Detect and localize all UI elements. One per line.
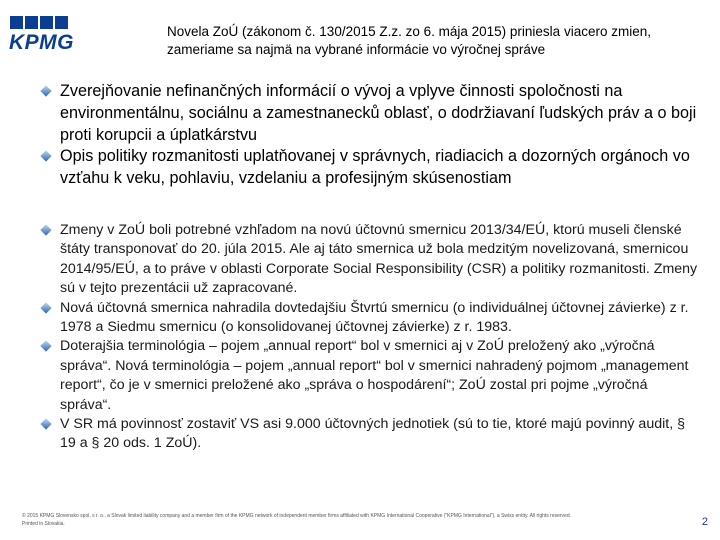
bullet-text: Doterajšia terminológia – pojem „annual report“ bol v smernici aj v ZoÚ preložený ako „výročná správa“. Nová terminológia – pojem „annual report“ bol v smernici nahradený pojmom „management report“, čo je v smernici preložené ako „správa o hospodárení“; ZoÚ zostal pri pojme „výročná správa“. bbox=[60, 338, 689, 413]
logo-box bbox=[25, 16, 38, 29]
kpmg-logo-boxes bbox=[10, 16, 68, 29]
kpmg-logo-text: KPMG bbox=[9, 31, 74, 54]
diamond-bullet-icon bbox=[40, 418, 51, 429]
primary-bullet-list bbox=[40, 81, 700, 190]
secondary-bullet-list bbox=[40, 221, 700, 454]
secondary-bullet-item bbox=[40, 221, 700, 299]
kpmg-logo bbox=[0, 0, 162, 68]
logo-box bbox=[10, 16, 23, 29]
secondary-bullet-item bbox=[40, 337, 700, 415]
diamond-bullet-icon bbox=[40, 302, 51, 313]
bullet-text: Opis politiky rozmanitosti uplatňovanej v správnych, riadiacich a dozorných orgánoch vo vzťahu k veku, pohlaviu, vzdelaniu a profesijným skúsenostiam bbox=[60, 147, 690, 188]
secondary-bullet-item bbox=[40, 415, 700, 454]
page-number: 2 bbox=[701, 516, 708, 528]
diamond-bullet-icon bbox=[40, 151, 51, 162]
page-title: Novela ZoÚ (zákonom č. 130/2015 Z.z. zo 6. mája 2015) priniesla viacero zmien, zameriame sa najmä na vybrané informácie vo výročnej správe bbox=[167, 24, 651, 57]
bullet-text: Zmeny v ZoÚ boli potrebné vzhľadom na novú účtovnú smernicu 2013/34/EÚ, ktorú museli členské štáty transponovať do 20. júla 2015. Ale aj táto smernica už bola medzitým novelizovaná, smernicou 2014/95/EÚ, a to práve v oblasti Corporate Social Responsibility (CSR) a politiky rozmanitosti. Zmeny sú v tejto prezentácii už zapracované. bbox=[60, 222, 698, 297]
bullet-text: Nová účtovná smernica nahradila dovtedajšiu Štvrtú smernicu (o individuálnej účtovnej závierke) z r. 1978 a Siedmu smernicu (o konsolidovanej účtovnej závierke) z r. 1983. bbox=[60, 299, 689, 336]
primary-bullet-item bbox=[40, 146, 700, 190]
diamond-bullet-icon bbox=[40, 341, 51, 352]
logo-box bbox=[40, 16, 53, 29]
footer-legal-text: © 2015 KPMG Slovensko spol. s r. o., a Slovak limited liability company and a member firm of the KPMG network of independent member firms affiliated with KPMG International Cooperative (“KPMG International”), a Swiss entity. All rights reserved. Printed in Slovakia. bbox=[22, 513, 572, 527]
bullet-text: V SR má povinnosť zostaviť VS asi 9.000 účtovných jednotiek (sú to tie, ktoré majú povinný audit, § 19 a § 20 ods. 1 ZoÚ). bbox=[60, 416, 685, 452]
secondary-bullet-item bbox=[40, 299, 700, 338]
diamond-bullet-icon bbox=[40, 85, 51, 96]
bullet-text: Zverejňovanie nefinančných informácií o vývoj a vplyve činnosti spoločnosti na environmentálnu, sociálnu a zamestnanecků oblasť, o dodržiavaní ľudských práv a o boji proti korupcii a úplatkárstvu bbox=[60, 82, 697, 144]
primary-bullet-item bbox=[40, 81, 700, 146]
diamond-bullet-icon bbox=[40, 224, 51, 235]
logo-box bbox=[55, 16, 68, 29]
